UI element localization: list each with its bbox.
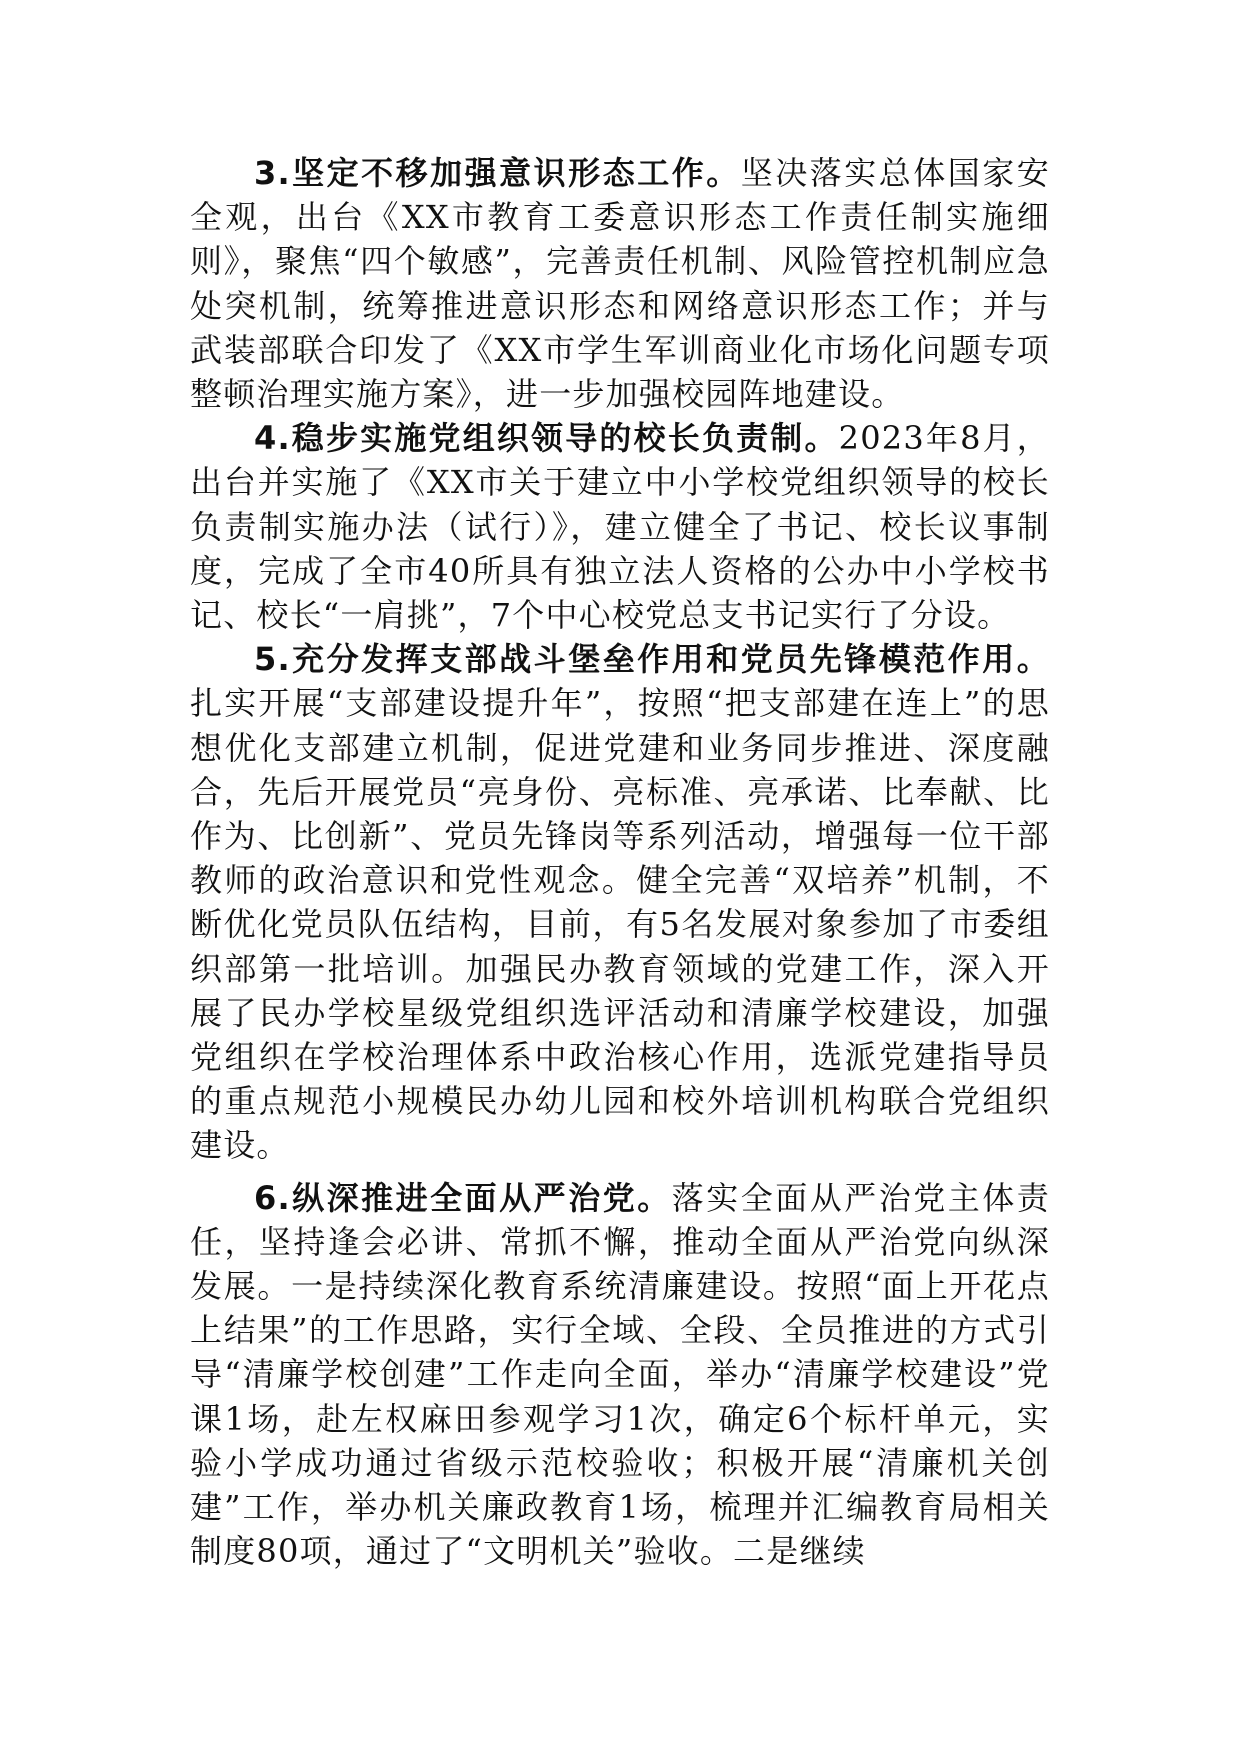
paragraph-branch-role	[190, 637, 1050, 1167]
paragraph-heading: 3.坚定不移加强意识形态工作。	[254, 154, 741, 192]
paragraph-principal-responsibility	[190, 416, 1050, 637]
paragraph-text: 2023年8月，出台并实施了《XX市关于建立中小学校党组织领导的校长负责制实施办法（试行）》，建立健全了书记、校长议事制度，完成了全市40所具有独立法人资格的公办中小学校书记、校长“一肩挑”，7个中心校党总支书记实行了分设。	[190, 419, 1050, 635]
paragraph-text: 扎实开展“支部建设提升年”，按照“把支部建在连上”的思想优化支部建立机制，促进党建和业务同步推进、深度融合，先后开展党员“亮身份、亮标准、亮承诺、比奉献、比作为、比创新”、党员先锋岗等系列活动，增强每一位干部教师的政治意识和党性观念。健全完善“双培养”机制，不断优化党员队伍结构，目前，有5名发展对象参加了市委组织部第一批培训。加强民办教育领域的党建工作，深入开展了民办学校星级党组织选评活动和清廉学校建设，加强党组织在学校治理体系中政治核心作用，选派党建指导员的重点规范小规模民办幼儿园和校外培训机构联合党组织建设。	[190, 684, 1050, 1165]
paragraph-heading: 4.稳步实施党组织领导的校长负责制。	[254, 419, 839, 458]
document-body	[190, 151, 1050, 1574]
paragraph-text: 落实全面从严治党主体责任，坚持逢会必讲、常抓不懈，推动全面从严治党向纵深发展。一是持续深化教育系统清廉建设。按照“面上开花点上结果”的工作思路，实行全域、全段、全员推进的方式引导“清廉学校创建”工作走向全面，举办“清廉学校建设”党课1场，赴左权麻田参观学习1次，确定6个标杆单元，实验小学成功通过省级示范校验收；积极开展“清廉机关创建”工作，举办机关廉政教育1场，梳理并汇编教育局相关制度80项，通过了“文明机关”验收。二是继续	[190, 1178, 1050, 1571]
paragraph-ideology-work	[190, 151, 1050, 416]
paragraph-text: 坚决落实总体国家安全观，出台《XX市教育工委意识形态工作责任制实施细则》，聚焦“四个敏感”，完善责任机制、风险管控机制应急处突机制，统筹推进意识形态和网络意识形态工作；并与武装部联合印发了《XX市学生军训商业化市场化问题专项整顿治理实施方案》，进一步加强校园阵地建设。	[190, 154, 1050, 414]
paragraph-heading: 5.充分发挥支部战斗堡垒作用和党员先锋模范作用。	[254, 640, 1050, 679]
paragraph-strict-governance	[190, 1176, 1050, 1574]
paragraph-heading: 6.纵深推进全面从严治党。	[254, 1178, 672, 1217]
